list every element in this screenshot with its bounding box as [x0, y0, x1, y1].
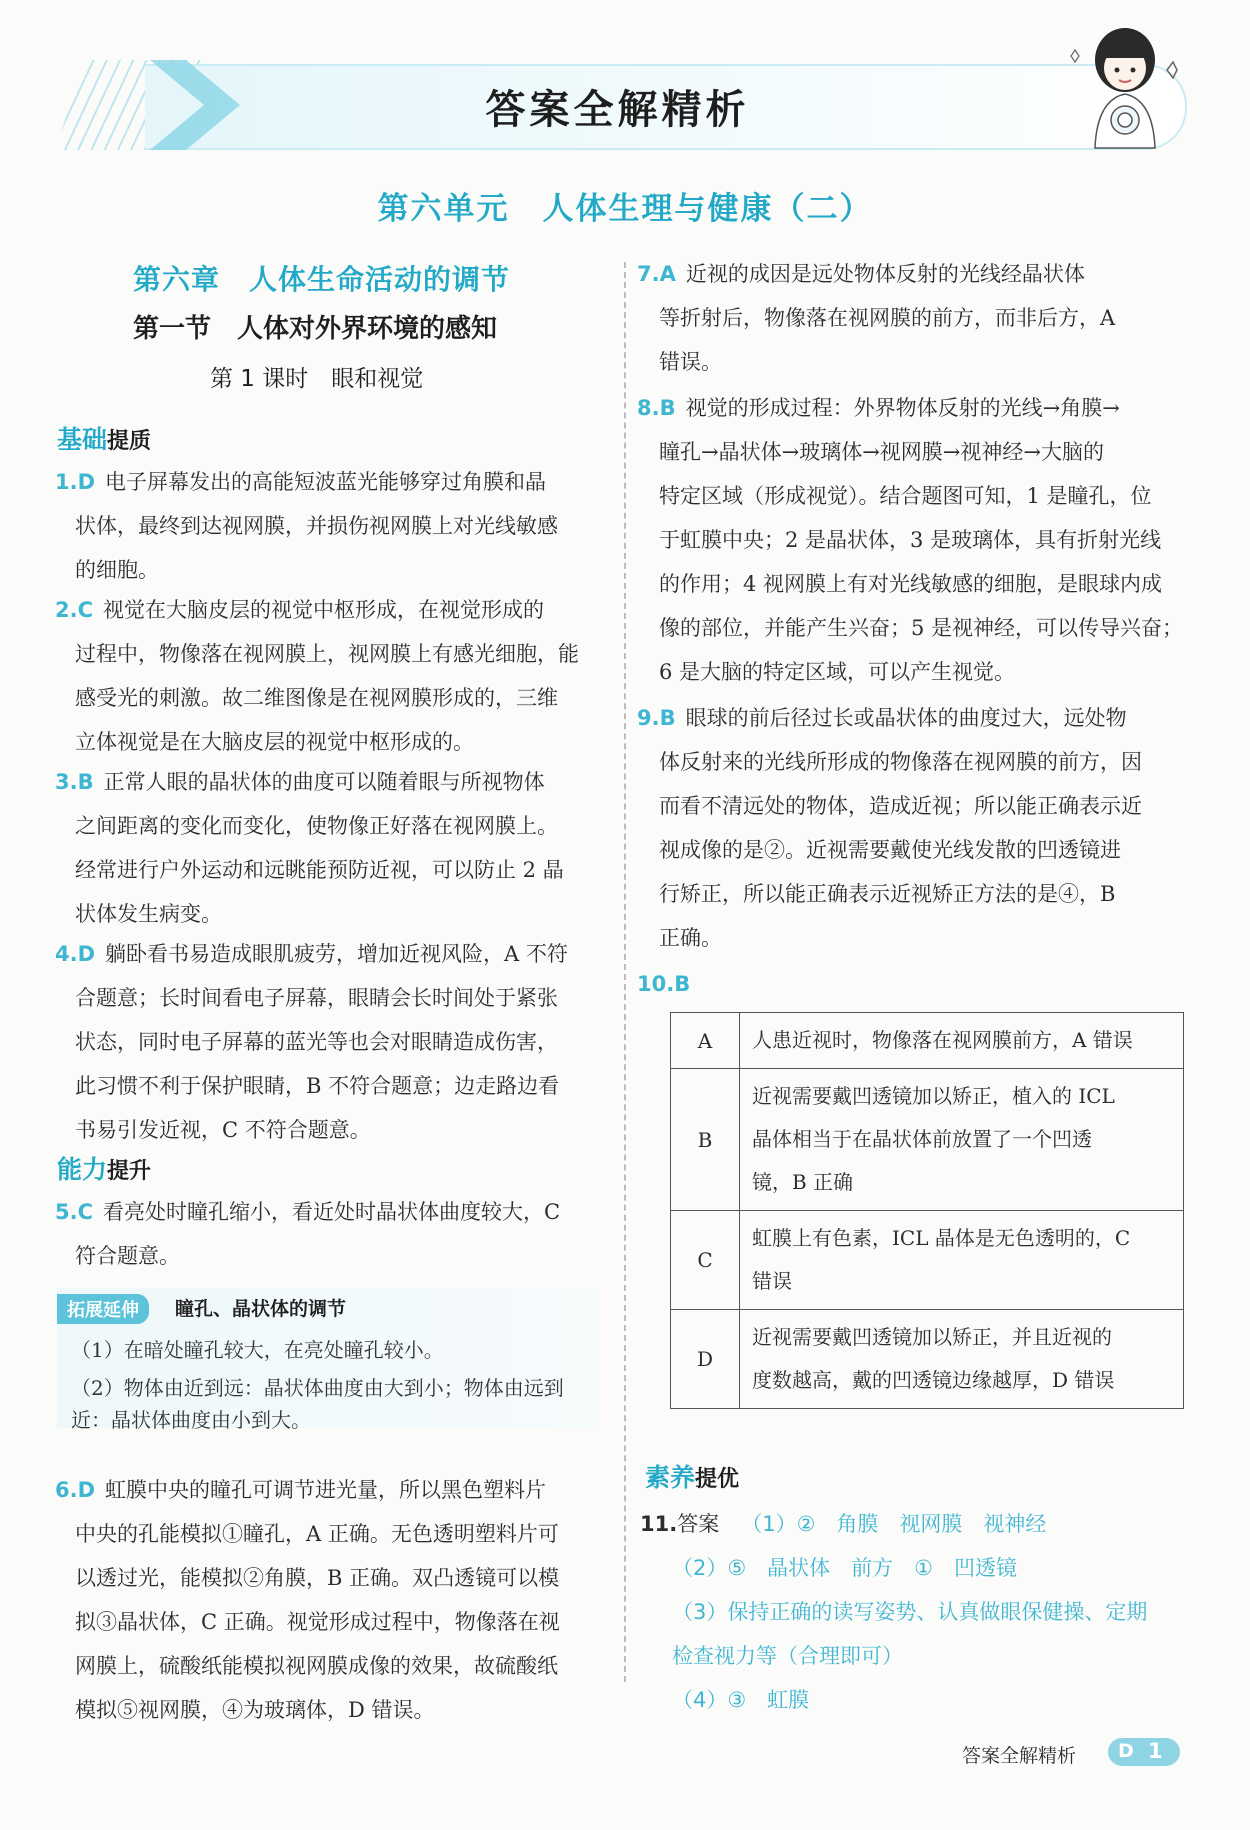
answer-11-part-4: （4）③ 虹膜: [672, 1688, 810, 1712]
answer-line: 网膜上，硫酸纸能模拟视网膜成像的效果，故硫酸纸: [75, 1654, 558, 1678]
table-line: 晶体相当于在晶状体前放置了一个凹透: [752, 1127, 1092, 1151]
answer-line: 拟③晶状体，C 正确。视觉形成过程中，物像落在视: [75, 1610, 560, 1634]
answer-table: [670, 1012, 1184, 1409]
answer-11-part-2: （2）⑤ 晶状体 前方 ① 凹透镜: [672, 1556, 1018, 1580]
table-value: [740, 1310, 1184, 1409]
table-row: [671, 1069, 1184, 1211]
heading-literacy-a: 素养: [645, 1463, 696, 1492]
answer-number: 9.B: [637, 706, 676, 730]
heading-ability-a: 能力: [57, 1155, 108, 1184]
answer-line: 眼球的前后径过长或晶状体的曲度过大，远处物: [685, 706, 1127, 730]
table-value: [740, 1069, 1184, 1211]
page-title: 答案全解精析: [485, 87, 750, 133]
extension-title: 瞳孔、晶状体的调节: [175, 1298, 347, 1320]
answer-line: 等折射后，物像落在视网膜的前方，而非后方，A: [659, 306, 1116, 330]
answer-number: 3.B: [55, 770, 94, 794]
extension-box: [57, 1288, 597, 1432]
answer-line: 错误。: [659, 350, 722, 374]
table-key: C: [671, 1211, 740, 1310]
answer-line: 状体发生病变。: [75, 902, 222, 926]
answer-line: 符合题意。: [75, 1244, 180, 1268]
table-line: 虹膜上有色素，ICL 晶体是无色透明的，C: [752, 1226, 1131, 1250]
page-badge-letter: D: [1118, 1740, 1134, 1762]
answer-number: 5.C: [55, 1200, 94, 1224]
table-row: [671, 1013, 1184, 1069]
answer-line: 正确。: [659, 926, 722, 950]
answer-line: 状态，同时电子屏幕的蓝光等也会对眼睛造成伤害，: [75, 1030, 558, 1054]
section-title: 第一节 人体对外界环境的感知: [133, 314, 498, 344]
answer-line: 合题意；长时间看电子屏幕，眼睛会长时间处于紧张: [75, 986, 558, 1010]
answer-number: 6.D: [55, 1478, 96, 1502]
answer-line: 体反射来的光线所形成的物像落在视网膜的前方，因: [659, 750, 1142, 774]
chapter-title: 第六章 人体生命活动的调节: [133, 263, 511, 296]
heading-ability-b: 提升: [107, 1159, 152, 1184]
table-line: 近视需要戴凹透镜加以矫正，植入的 ICL: [752, 1084, 1115, 1108]
answer-line: 感受光的刺激。故二维图像是在视网膜形成的，三维: [75, 686, 558, 710]
table-value: [740, 1211, 1184, 1310]
answer-number: 4.D: [55, 942, 96, 966]
answer-number: 7.A: [637, 262, 676, 286]
answer-line: 经常进行户外运动和远眺能预防近视，可以防止 2 晶: [75, 858, 564, 882]
answer-line: 的细胞。: [75, 558, 159, 582]
answer-11-line-1: [640, 1508, 1046, 1538]
unit-title: 第六单元 人体生理与健康（二）: [377, 191, 873, 227]
table-line: 人患近视时，物像落在视网膜前方，A 错误: [752, 1028, 1133, 1052]
answer-number: 10.B: [637, 972, 691, 996]
answer-6: [55, 1468, 600, 1732]
answer-line: 视成像的是②。近视需要戴使光线发散的凹透镜进: [659, 838, 1121, 862]
answer-line: 过程中，物像落在视网膜上，视网膜上有感光细胞，能: [75, 642, 579, 666]
table-row: [671, 1211, 1184, 1310]
table-line: 镜，B 正确: [752, 1170, 854, 1194]
answer-8: [637, 386, 1185, 694]
heading-literacy: [645, 1458, 739, 1494]
answer-11-part-1: （1）② 角膜 视网膜 视神经: [741, 1512, 1047, 1536]
answer-11-part-3: （3）保持正确的读写姿势、认真做眼保健操、定期: [672, 1600, 1148, 1624]
answer-line: 立体视觉是在大脑皮层的视觉中枢形成的。: [75, 730, 474, 754]
answer-number: 8.B: [637, 396, 676, 420]
answer-11-part-3-cont: 检查视力等（合理即可）: [672, 1644, 903, 1668]
column-divider: [624, 262, 626, 1682]
heading-ability: [57, 1150, 151, 1186]
answer-line: 而看不清远处的物体，造成近视；所以能正确表示近: [659, 794, 1142, 818]
extension-tag: 拓展延伸: [57, 1294, 149, 1324]
extension-line: （1）在暗处瞳孔较大，在亮处瞳孔较小。: [71, 1338, 444, 1362]
answer-line: 模拟⑤视网膜，④为玻璃体，D 错误。: [75, 1698, 435, 1722]
answer-10: [637, 962, 700, 1006]
answer-4: [55, 932, 600, 1152]
answer-7: [637, 252, 1185, 384]
answer-5: [55, 1190, 600, 1278]
answer-line: 正常人眼的晶状体的曲度可以随着眼与所视物体: [103, 770, 545, 794]
table-line: 近视需要戴凹透镜加以矫正，并且近视的: [752, 1325, 1112, 1349]
table-key: A: [671, 1013, 740, 1069]
answer-line: 中央的孔能模拟①瞳孔，A 正确。无色透明塑料片可: [75, 1522, 559, 1546]
answer-label: 答案: [677, 1512, 720, 1536]
answer-line: 虹膜中央的瞳孔可调节进光量，所以黑色塑料片: [105, 1478, 547, 1502]
table-row: [671, 1310, 1184, 1409]
answer-line: 躺卧看书易造成眼肌疲劳，增加近视风险，A 不符: [105, 942, 568, 966]
answer-line: 状体，最终到达视网膜，并损伤视网膜上对光线敏感: [75, 514, 558, 538]
table-key: B: [671, 1069, 740, 1211]
answer-number: 11.: [640, 1512, 678, 1536]
answer-line: 之间距离的变化而变化，使物像正好落在视网膜上。: [75, 814, 558, 838]
answer-line: 看亮处时瞳孔缩小，看近处时晶状体曲度较大，C: [103, 1200, 561, 1224]
answer-line: 视觉在大脑皮层的视觉中枢形成，在视觉形成的: [103, 598, 545, 622]
heading-basic: [57, 420, 151, 456]
table-line: 错误: [752, 1269, 792, 1293]
heading-basic-b: 提质: [107, 429, 152, 454]
answer-line: 像的部位，并能产生兴奋；5 是视神经，可以传导兴奋；: [659, 616, 1184, 640]
answer-line: 特定区域（形成视觉）。结合题图可知，1 是瞳孔，位: [659, 484, 1152, 508]
header-banner: [55, 60, 1180, 150]
heading-literacy-b: 提优: [695, 1467, 740, 1492]
heading-basic-a: 基础: [57, 425, 108, 454]
answer-2: [55, 588, 600, 764]
answer-3: [55, 760, 600, 936]
answer-number: 2.C: [55, 598, 94, 622]
answer-line: 行矫正，所以能正确表示近视矫正方法的是④，B: [659, 882, 1116, 906]
extension-line: 近：晶状体曲度由小到大。: [71, 1408, 311, 1432]
answer-line: 近视的成因是远处物体反射的光线经晶状体: [685, 262, 1085, 286]
extension-line: （2）物体由近到远：晶状体曲度由大到小；物体由远到: [71, 1376, 564, 1400]
answer-line: 视觉的形成过程：外界物体反射的光线→角膜→: [685, 396, 1120, 420]
answer-line: 此习惯不利于保护眼睛，B 不符合题意；边走路边看: [75, 1074, 560, 1098]
answer-line: 瞳孔→晶状体→玻璃体→视网膜→视神经→大脑的: [659, 440, 1104, 464]
table-key: D: [671, 1310, 740, 1409]
answer-line: 以透过光，能模拟②角膜，B 正确。双凸透镜可以模: [75, 1566, 560, 1590]
page-number: 1: [1148, 1739, 1163, 1763]
answer-line: 6 是大脑的特定区域，可以产生视觉。: [659, 660, 1016, 684]
answer-number: 1.D: [55, 470, 96, 494]
girl-illustration-icon: [1055, 20, 1195, 150]
answer-line: 于虹膜中央；2 是晶状体，3 是玻璃体，具有折射光线: [659, 528, 1162, 552]
table-line: 度数越高，戴的凹透镜边缘越厚，D 错误: [752, 1368, 1115, 1392]
answer-9: [637, 696, 1185, 960]
answer-line: 的作用；4 视网膜上有对光线敏感的细胞，是眼球内成: [659, 572, 1163, 596]
table-value: [740, 1013, 1184, 1069]
answer-line: 书易引发近视，C 不符合题意。: [75, 1118, 371, 1142]
page-badge: [1108, 1738, 1180, 1766]
answer-line: 电子屏幕发出的高能短波蓝光能够穿过角膜和晶: [105, 470, 547, 494]
footer-title: 答案全解精析: [962, 1745, 1077, 1767]
answer-1: [55, 460, 600, 592]
lesson-title: 第 1 课时 眼和视觉: [210, 366, 424, 392]
